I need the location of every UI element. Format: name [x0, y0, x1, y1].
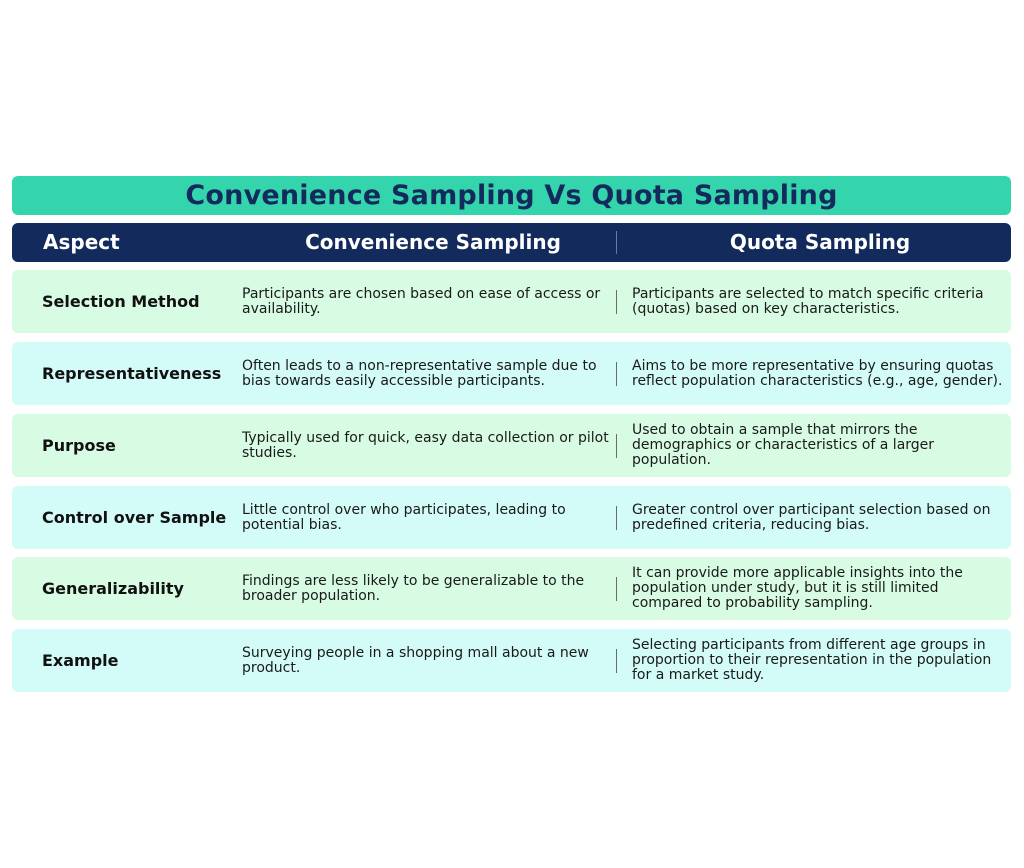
header-quota-sampling: Quota Sampling: [729, 230, 911, 254]
row-quota-cell: Used to obtain a sample that mirrors the demographics or characteristics of a larger population.: [632, 422, 935, 468]
row-divider: [616, 649, 617, 673]
row-convenience-cell: Findings are less likely to be generalizable to the broader population.: [242, 572, 585, 604]
header-divider: [616, 231, 617, 254]
row-divider: [616, 362, 617, 386]
row-aspect: Purpose: [42, 436, 116, 455]
row-convenience-cell: Surveying people in a shopping mall about a new product.: [242, 644, 589, 676]
table-row: [12, 414, 1011, 477]
row-aspect: Selection Method: [42, 292, 200, 311]
row-divider: [616, 434, 617, 458]
table-header: [12, 223, 1011, 262]
header-convenience-sampling: Convenience Sampling: [305, 230, 561, 254]
row-quota-cell: It can provide more applicable insights into the population under study, but it is still limited compared to probability sampling.: [632, 565, 963, 611]
row-quota-cell: Participants are selected to match specific criteria (quotas) based on key characteristics.: [632, 285, 984, 317]
row-convenience-cell: Often leads to a non-representative sample due to bias towards easily accessible participants.: [242, 357, 597, 389]
row-convenience-cell: Typically used for quick, easy data collection or pilot studies.: [242, 429, 609, 461]
row-divider: [616, 506, 617, 530]
row-quota-cell: Greater control over participant selection based on predefined criteria, reducing bias.: [632, 501, 991, 533]
table-row: [12, 557, 1011, 620]
row-quota-cell: Selecting participants from different age groups in proportion to their representation in the population for a market study.: [632, 637, 992, 683]
row-aspect: Representativeness: [42, 364, 222, 383]
page-title: Convenience Sampling Vs Quota Sampling: [185, 180, 838, 211]
row-quota-cell: Aims to be more representative by ensuring quotas reflect population characteristics (e.g., age, gender).: [632, 357, 1003, 389]
title-banner: [12, 176, 1011, 215]
row-aspect: Control over Sample: [42, 508, 227, 527]
row-divider: [616, 290, 617, 314]
header-aspect: Aspect: [43, 230, 120, 254]
row-aspect: Example: [42, 651, 119, 670]
row-convenience-cell: Participants are chosen based on ease of access or availability.: [242, 285, 601, 317]
row-aspect: Generalizability: [42, 579, 184, 598]
row-convenience-cell: Little control over who participates, leading to potential bias.: [242, 501, 566, 533]
row-divider: [616, 577, 617, 601]
table-row: [12, 629, 1011, 692]
table-row: [12, 342, 1011, 405]
table-row: [12, 486, 1011, 549]
table-row: [12, 270, 1011, 333]
